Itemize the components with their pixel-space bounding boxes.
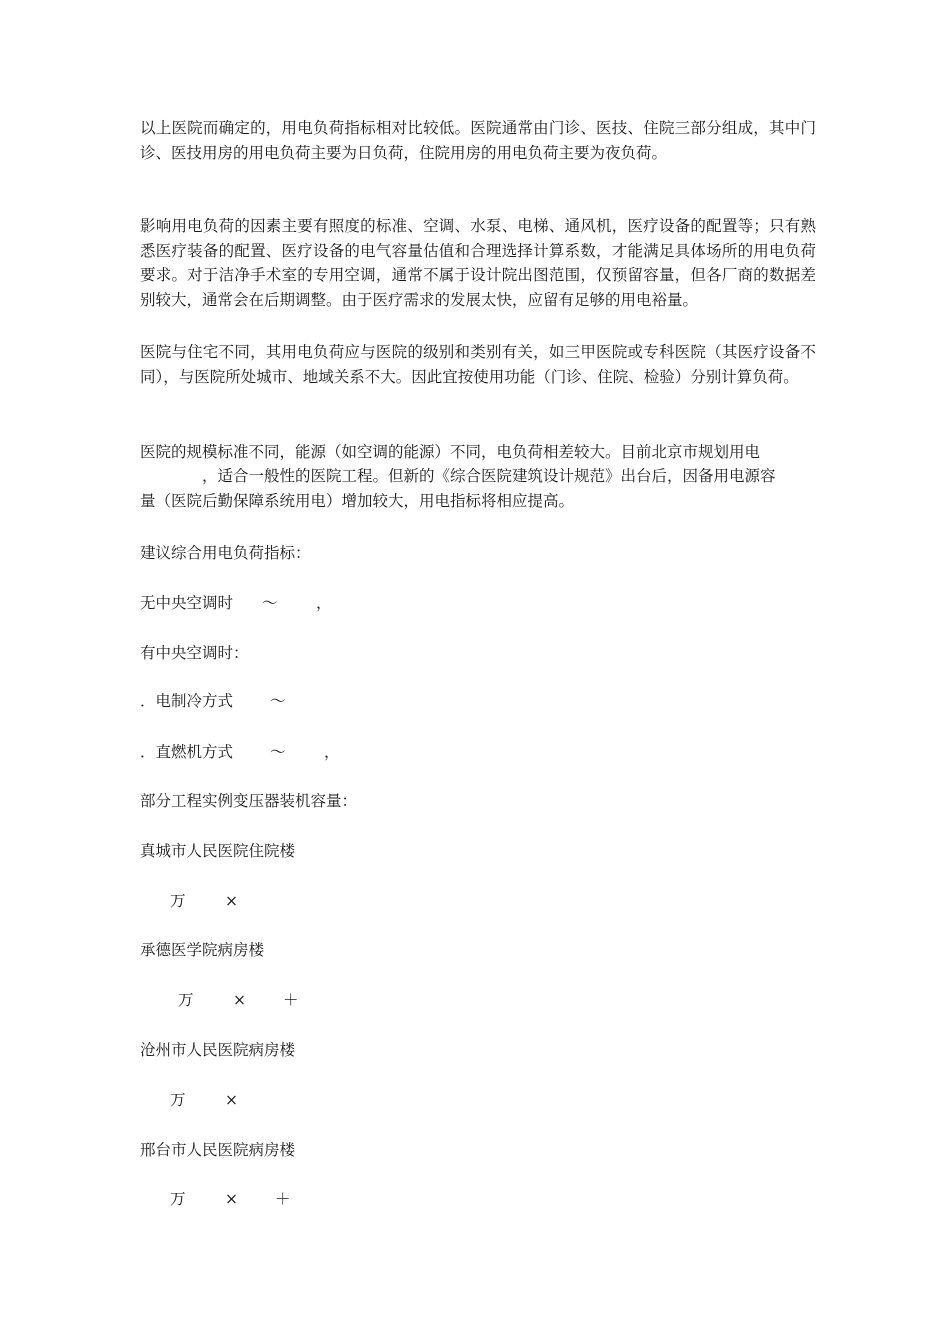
paragraph-4-line-1: 医院的规模标准不同，能源（如空调的能源）不同，电负荷相差较大。目前北京市规划用电 [140, 443, 761, 461]
example-plus: ＋ [283, 991, 299, 1009]
paragraph-4-line-3: 量（医院后勤保障系统用电）增加较大，用电指标将相应提高。 [140, 492, 575, 510]
example-name: 真城市人民医院住院楼 [140, 842, 296, 860]
suggest-title: 建议综合用电负荷指标： [140, 544, 311, 562]
paragraph-2: 影响用电负荷的因素主要有照度的标准、空调、水泵、电梯、通风机，医疗设备的配置等；只有熟悉医疗装备的配置、医疗设备的电气容量估值和合理选择计算系数，才能满足具体场所的用电负荷要求。对于洁净手术室的专用空调，通常不属于设计院出图范围，仅预留容量，但各厂商的数据差别较大，通常会在后期调整。由于医疗需求的发展太快，应留有足够的用电裕量。 [140, 217, 816, 309]
electric-cooling-label: ．电制冷方式 [140, 692, 234, 710]
example-wan: 万 [170, 892, 186, 910]
example-times: × [233, 991, 246, 1009]
example-name: 邢台市人民医院病房楼 [140, 1141, 296, 1159]
example-times: × [225, 892, 238, 910]
example-wan: 万 [170, 1190, 186, 1208]
paragraph-3: 医院与住宅不同，其用电负荷应与医院的级别和类别有关，如三甲医院或专科医院（其医疗设备不同），与医院所处城市、地域关系不大。因此宜按使用功能（门诊、住院、检验）分别计算负荷。 [140, 343, 816, 386]
paragraph-1: 以上医院而确定的，用电负荷指标相对比较低。医院通常由门诊、医技、住院三部分组成，其中门诊、医技用房的用电负荷主要为日负荷，住院用房的用电负荷主要为夜负荷。 [140, 119, 816, 162]
no-central-ac-tilde: ～ [262, 594, 278, 612]
example-times: × [225, 1091, 238, 1109]
no-central-ac-label: 无中央空调时 [140, 594, 234, 612]
example-times: × [225, 1190, 238, 1208]
paragraph-4-line-2: ，适合一般性的医院工程。但新的《综合医院建筑设计规范》出台后，因备用电源容 [202, 467, 776, 485]
example-wan: 万 [170, 1091, 186, 1109]
examples-title: 部分工程实例变压器装机容量： [140, 792, 358, 810]
example-plus: ＋ [275, 1190, 291, 1208]
direct-fired-comma: ， [324, 743, 340, 761]
example-wan: 万 [178, 991, 194, 1009]
example-name: 沧州市人民医院病房楼 [140, 1041, 296, 1059]
with-central-ac-label: 有中央空调时： [140, 644, 249, 662]
no-central-ac-comma: ， [316, 594, 332, 612]
direct-fired-label: ．直燃机方式 [140, 743, 234, 761]
electric-cooling-tilde: ～ [270, 692, 286, 710]
direct-fired-tilde: ～ [270, 743, 286, 761]
example-name: 承德医学院病房楼 [140, 941, 265, 959]
